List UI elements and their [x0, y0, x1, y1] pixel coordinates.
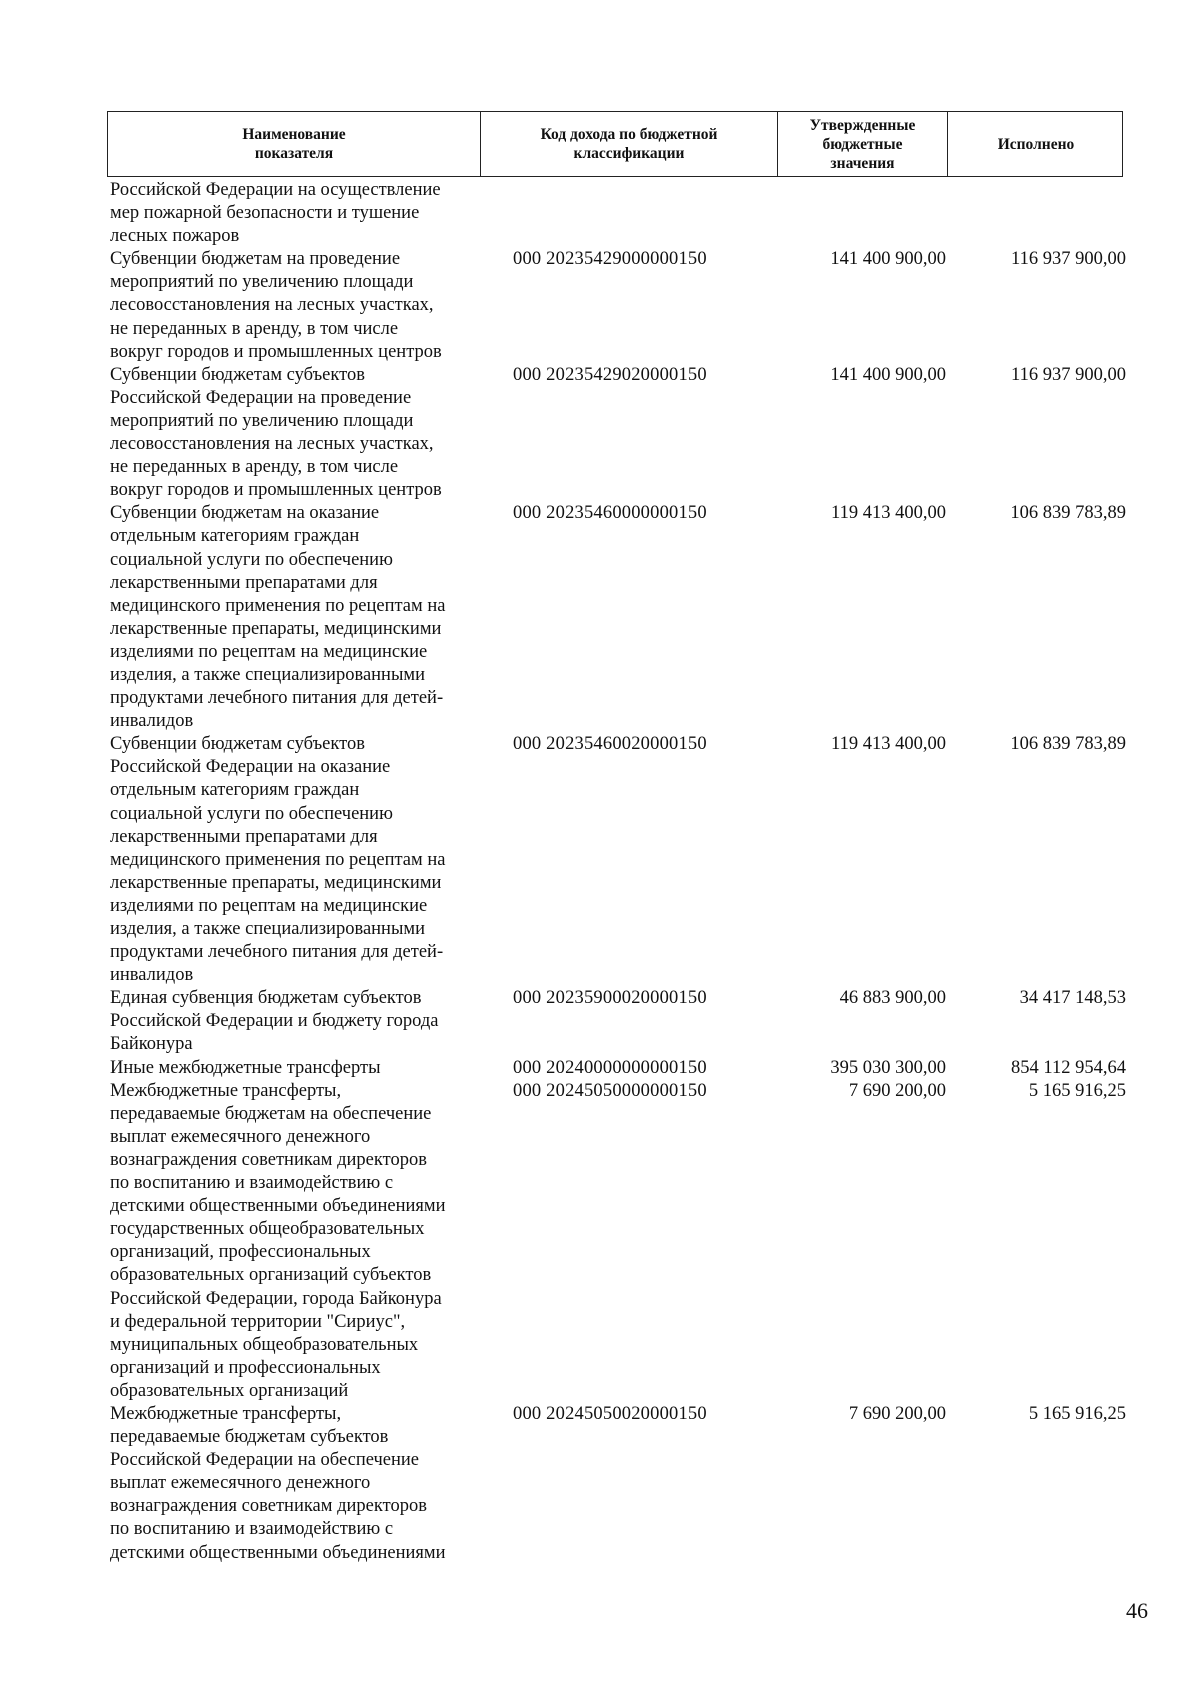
- row-approved: 395 030 300,00: [830, 1057, 946, 1078]
- row-name: Межбюджетные трансферты, передаваемые бюджетам субъектов Российской Федерации на обеспечение выплат ежемесячного денежного вознаграждения советникам директоров по воспитанию и взаимодействию с детскими общественными объединениями: [110, 1403, 446, 1563]
- row-executed: 116 937 900,00: [1011, 249, 1126, 270]
- row-executed: 34 417 148,53: [1019, 988, 1126, 1009]
- table-row: [110, 364, 1130, 503]
- row-name: Субвенции бюджетам субъектов Российской Федерации на оказание отдельным категориям граждан социальной услуги по обеспечению лекарственными препаратами для медицинского применения по рецептам на лекарственные препараты, медицинскими изделиями по рецептам на медицинские изделия, а также специализированными продуктами лечебного питания для детей- инвалидов: [110, 734, 446, 986]
- row-code: [483, 179, 780, 248]
- row-code: 000 20240000000000150: [513, 1057, 707, 1078]
- row-name: Межбюджетные трансферты, передаваемые бюджетам на обеспечение выплат ежемесячного денежного вознаграждения советникам директоров по воспитанию и взаимодействию с детскими общественными объединениями государственных общеобразовательных организаций, профессиональных образовательных организаций субъектов Российской Федерации, города Байконура и федеральной территории "Сириус", муниципальных общеобразовательных организаций и профессиональных образовательных организаций: [110, 1080, 446, 1401]
- header-approved: Утвержденные бюджетные значения: [778, 112, 948, 176]
- row-name: Субвенции бюджетам субъектов Российской Федерации на проведение мероприятий по увеличению площади лесовосстановления на лесных участках, не переданных в аренду, в том числе вокруг городов и промышленных центров: [110, 364, 442, 501]
- row-name: Иные межбюджетные трансферты: [110, 1057, 381, 1078]
- row-executed: 116 937 900,00: [1011, 364, 1126, 385]
- table-row: [110, 1057, 1130, 1080]
- row-name: Российской Федерации на осуществление мер пожарной безопасности и тушение лесных пожаров: [110, 180, 441, 247]
- page-number: 46: [1126, 1598, 1148, 1623]
- table-row: [110, 179, 1130, 248]
- row-approved: 141 400 900,00: [830, 364, 946, 385]
- row-approved: 46 883 900,00: [839, 988, 946, 1009]
- header-executed: Исполнено: [997, 135, 1075, 153]
- row-executed: 5 165 916,25: [1028, 1403, 1126, 1424]
- row-name: Субвенции бюджетам на проведение мероприятий по увеличению площади лесовосстановления на лесных участках, не переданных в аренду, в том числе вокруг городов и промышленных центров: [110, 249, 442, 362]
- row-approved: 7 690 200,00: [848, 1403, 946, 1424]
- table-row: [110, 502, 1130, 733]
- row-code: 000 20235429020000150: [513, 364, 707, 385]
- row-code: 000 20235900020000150: [513, 988, 707, 1009]
- row-name: Субвенции бюджетам на оказание отдельным категориям граждан социальной услуги по обеспечению лекарственными препаратами для медицинского применения по рецептам на лекарственные препараты, медицинскими изделиями по рецептам на медицинские изделия, а также специализированными продуктами лечебного питания для детей- инвалидов: [110, 503, 446, 732]
- row-code: 000 20235429000000150: [513, 249, 707, 270]
- row-code: 000 20245050020000150: [513, 1403, 707, 1424]
- header-code: Код дохода по бюджетной классификации: [481, 112, 778, 176]
- header-name: Наименование показателя: [108, 112, 481, 176]
- table-row: [110, 248, 1130, 363]
- table-body: [110, 179, 1130, 1565]
- row-executed: 854 112 954,64: [1011, 1057, 1126, 1078]
- table-row: [110, 733, 1130, 987]
- row-code: 000 20245050000000150: [513, 1080, 707, 1101]
- row-approved: 141 400 900,00: [830, 249, 946, 270]
- row-executed: 106 839 783,89: [1010, 503, 1126, 524]
- row-executed: [950, 179, 1130, 248]
- row-approved: [780, 179, 950, 248]
- table-row: [110, 987, 1130, 1056]
- row-name: Единая субвенция бюджетам субъектов Российской Федерации и бюджету города Байконура: [110, 988, 439, 1055]
- table-row: [110, 1080, 1130, 1403]
- row-code: 000 20235460000000150: [513, 503, 707, 524]
- row-approved: 119 413 400,00: [831, 734, 946, 755]
- row-approved: 119 413 400,00: [831, 503, 946, 524]
- row-approved: 7 690 200,00: [848, 1080, 946, 1101]
- row-executed: 106 839 783,89: [1010, 734, 1126, 755]
- row-executed: 5 165 916,25: [1028, 1080, 1126, 1101]
- table-header: [107, 111, 1123, 177]
- row-code: 000 20235460020000150: [513, 734, 707, 755]
- table-row: [110, 1403, 1130, 1565]
